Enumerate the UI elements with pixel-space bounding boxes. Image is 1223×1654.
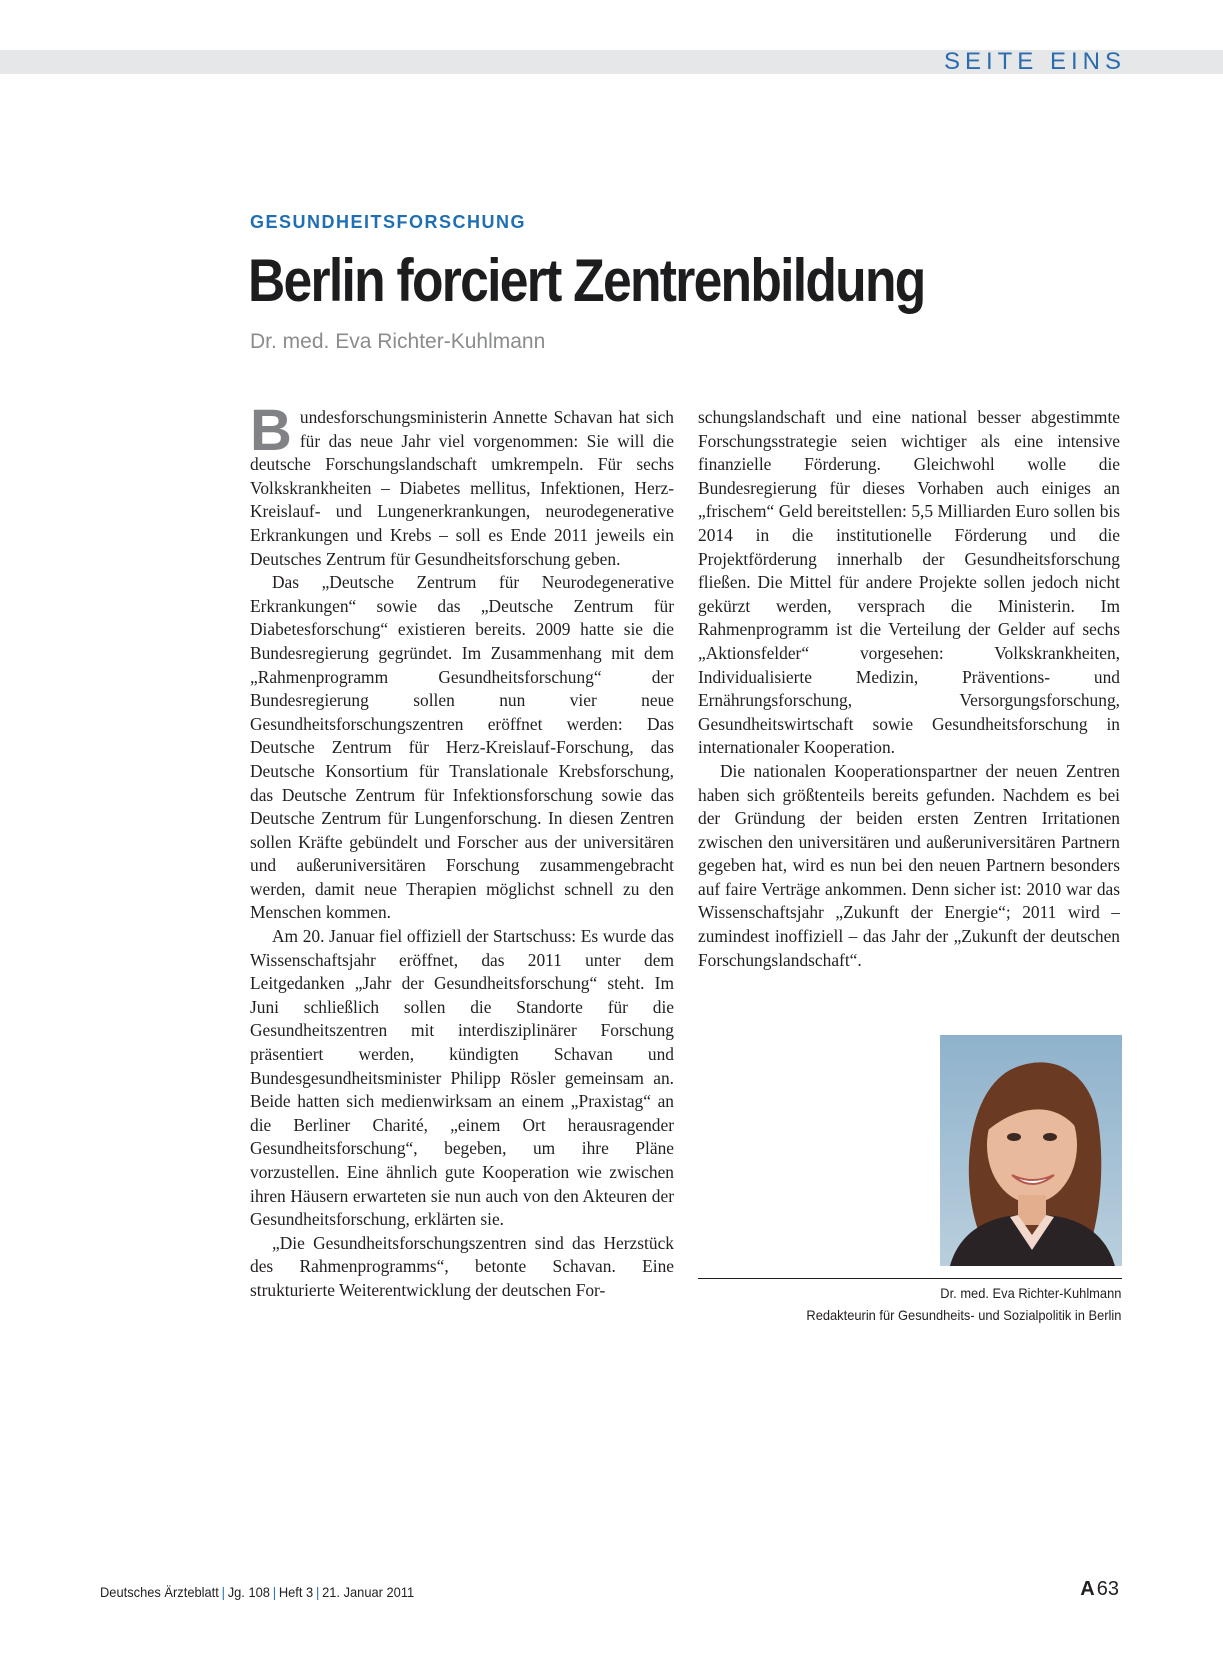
article-paragraph: schungslandschaft und eine national besser abgestimmte Forschungsstrategie seien wichtiger als eine intensive finanzielle Förderung. Gleichwohl wolle die Bundesregierung für dieses Vorhaben auch einiges an „frischem“ Geld bereitstellen: 5,5 Milliarden Euro sollen bis 2014 in die institutionelle Förderung und die Projektförderung innerhalb der Gesundheitsforschung fließen. Die Mittel für andere Projekte sollen jedoch nicht gekürzt werden, versprach die Ministerin. Im Rahmenprogramm ist die Verteilung der Gelder auf sechs „Aktionsfelder“ vorgesehen: Volkskrankheiten, Individualisierte Medizin, Präventions- und Ernährungsforschung, Versorgungsforschung, Gesundheitswirtschaft sowie Gesundheitsforschung in internationaler Kooperation. (698, 407, 1120, 758)
separator: | (221, 1584, 225, 1600)
separator: | (272, 1584, 277, 1600)
article-paragraph (250, 398, 674, 571)
section-label: SEITE EINS (943, 48, 1126, 75)
article-paragraph: Am 20. Januar fiel offiziell der Startschuss: Es wurde das Wissenschaftsjahr eröffnet, das 2011 unter dem Leitgedanken „Jahr der Gesundheitsforschung“ steht. Im Juni schließlich sollen die Standorte für die Gesundheitszentren mit interdisziplinärer Forschung präsentiert werden, kündigten Schavan und Bundesgesundheitsminister Philipp Rösler gemeinsam an. Beide hatten sich medienwirksam an einem „Praxistag“ an die Berliner Charité, „einem Ort herausragender Gesundheitsforschung“, begeben, um ihre Pläne vorzustellen. Eine ähnlich gute Kooperation wie zwischen ihren Häusern erwarteten sie nun auch von den Akteuren der Gesundheitsforschung, erklärten sie. (250, 926, 674, 1230)
separator: | (315, 1584, 320, 1600)
issue: Heft 3 (278, 1584, 314, 1600)
paragraph-text: undesforschungsministerin Annette Schavan hat sich für das neue Jahr viel vorgenommen: Sie will die deutsche Forschungslandschaft umkrempeln. Für sechs Volkskrankheiten – Diabetes mellitus, Infektionen, Herz-Kreislauf- und Lungenerkrankungen, neurodegenerative Erkrankungen und Krebs – soll es Ende 2011 jeweils ein Deutsches Zentrum für Gesundheitsforschung geben. (250, 407, 674, 569)
article-kicker: GESUNDHEITSFORSCHUNG (250, 212, 527, 232)
publication-name: Deutsches Ärzteblatt (100, 1584, 219, 1600)
issue-date: 21. Januar 2011 (322, 1584, 415, 1600)
page-prefix: A (1080, 1578, 1095, 1600)
photo-caption (806, 1282, 1121, 1326)
article-title: Berlin forciert Zentrenbildung (248, 247, 925, 314)
volume: Jg. 108 (227, 1584, 270, 1600)
caption-name: Dr. med. Eva Richter-Kuhlmann (939, 1285, 1121, 1301)
portrait-image (940, 1035, 1122, 1266)
dropcap: B (250, 398, 292, 463)
caption-role: Redakteurin für Gesundheits- und Sozialpolitik in Berlin (805, 1307, 1121, 1323)
article-paragraph: „Die Gesundheitsforschungszentren sind das Herzstück des Rahmenprogramms“, betonte Schavan. Eine strukturierte Weiterentwicklung der deutschen For- (250, 1232, 674, 1300)
article-column-left (250, 398, 674, 1303)
article-paragraph: Die nationalen Kooperationspartner der neuen Zentren haben sich größtenteils bereits gefunden. Nachdem es bei der Gründung der beiden ersten Zentren Irritationen zwischen den universitären und außeruniversitären Partnern gegeben hat, wird es nun bei den neuen Partnern besonders auf faire Verträge ankommen. Denn sicher ist: 2010 war das Wissenschaftsjahr „Zukunft der Energie“; 2011 wird – zumindest inoffiziell – das Jahr der „Zukunft der deutschen Forschungslandschaft“. (698, 760, 1120, 970)
author-photo (940, 1035, 1122, 1266)
page-number-value: 63 (1096, 1578, 1119, 1600)
footer-publication-info (100, 1584, 414, 1600)
page-number (1080, 1578, 1119, 1601)
article-column-right (698, 406, 1120, 972)
article-author: Dr. med. Eva Richter-Kuhlmann (250, 330, 546, 353)
article-paragraph: Das „Deutsche Zentrum für Neurodegenerative Erkrankungen“ sowie das „Deutsche Zentrum für Diabetesforschung“ existieren bereits. 2009 hatte sie die Bundesregierung gegründet. Im Zusammenhang mit dem „Rahmenprogramm Gesundheitsforschung“ der Bundesregierung sollen nun vier neue Gesundheitsforschungszentren eröffnet werden: Das Deutsche Zentrum für Herz-Kreislauf-Forschung, das Deutsche Konsortium für Translationale Krebsforschung, das Deutsche Zentrum für Infektionsforschung sowie das Deutsche Zentrum für Lungenforschung. In diesen Zentren sollen Kräfte gebündelt und Forscher aus der universitären und außeruniversitären Forschung zusammengebracht werden, damit neue Therapien möglichst schnell zu den Menschen kommen. (250, 572, 674, 923)
caption-rule (698, 1278, 1122, 1279)
